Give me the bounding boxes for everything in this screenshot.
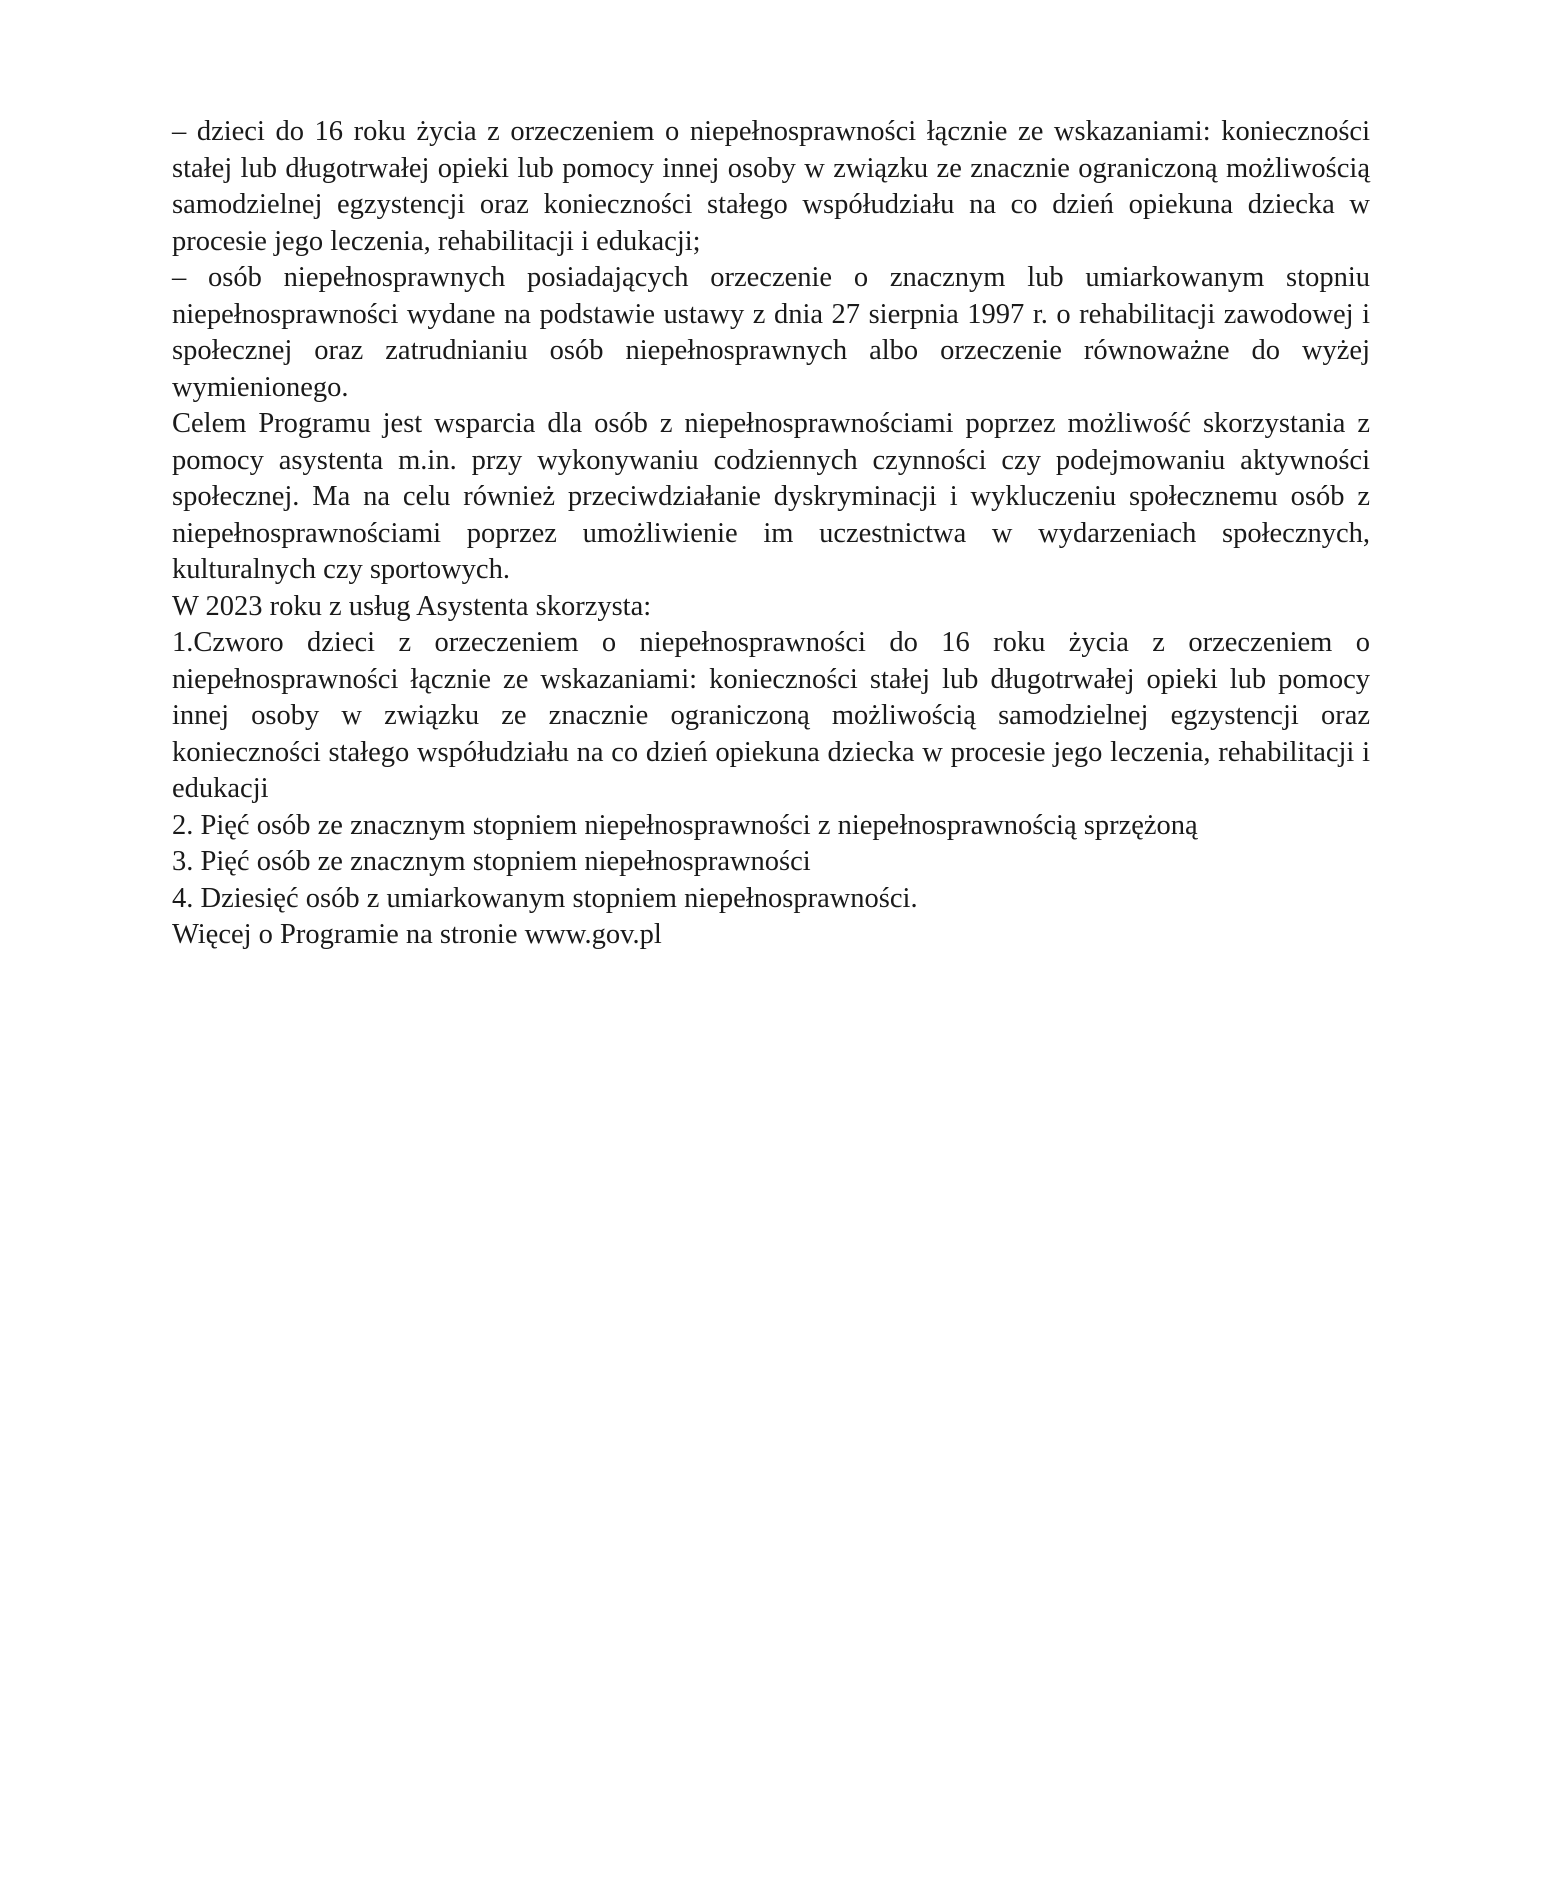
list-item: 3. Pięć osób ze znacznym stopniem niepełnosprawności xyxy=(172,846,811,877)
list-item: 1.Czworo dzieci z orzeczeniem o niepełnosprawności do 16 roku życia z orzeczeniem o niepełnosprawności łącznie ze wskazaniami: konieczności stałej lub długotrwałej opieki lub pomocy innej osoby w związku ze znacznie ograniczoną możliwością samodzielnej egzystencji oraz konieczności stałego współudziału na co dzień opiekuna dziecka w procesie jego leczenia, rehabilitacji i edukacji xyxy=(172,627,1370,804)
paragraph-adults-criteria: – osób niepełnosprawnych posiadających orzeczenie o znacznym lub umiarkowanym stopniu niepełnosprawności wydane na podstawie ustawy z dnia 27 sierpnia 1997 r. o rehabilitacji zawodowej i społecznej oraz zatrudnianiu osób niepełnosprawnych albo orzeczenie równoważne do wyżej wymienionego. xyxy=(172,262,1370,403)
list-item: 2. Pięć osób ze znacznym stopniem niepełnosprawności z niepełnosprawnością sprzężoną xyxy=(172,809,1198,841)
paragraph-children-criteria: – dzieci do 16 roku życia z orzeczeniem o niepełnosprawności łącznie ze wskazaniami: konieczności stałej lub długotrwałej opieki lub pomocy innej osoby w związku ze znacznie ograniczoną możliwością samodzielnej egzystencji oraz konieczności stałego współudziału na co dzień opiekuna dziecka w procesie jego leczenia, rehabilitacji i edukacji; xyxy=(172,116,1370,257)
list-item: 4. Dziesięć osób z umiarkowanym stopniem niepełnosprawności. xyxy=(172,882,918,914)
paragraph-program-goal: Celem Programu jest wsparcia dla osób z niepełnosprawnościami poprzez możliwość skorzystania z pomocy asystenta m.in. przy wykonywaniu codziennych czynności czy podejmowaniu aktywności społecznej. Ma na celu również przeciwdziałanie dyskryminacji i wykluczeniu społecznemu osób z niepełnosprawnościami poprzez umożliwienie im uczestnictwa w wydarzeniach społecznych, kulturalnych czy sportowych. xyxy=(172,408,1370,585)
more-info-text: Więcej o Programie na stronie www.gov.pl xyxy=(172,919,662,950)
summary-intro: W 2023 roku z usług Asystenta skorzysta: xyxy=(172,590,652,622)
document-page xyxy=(172,114,1370,954)
